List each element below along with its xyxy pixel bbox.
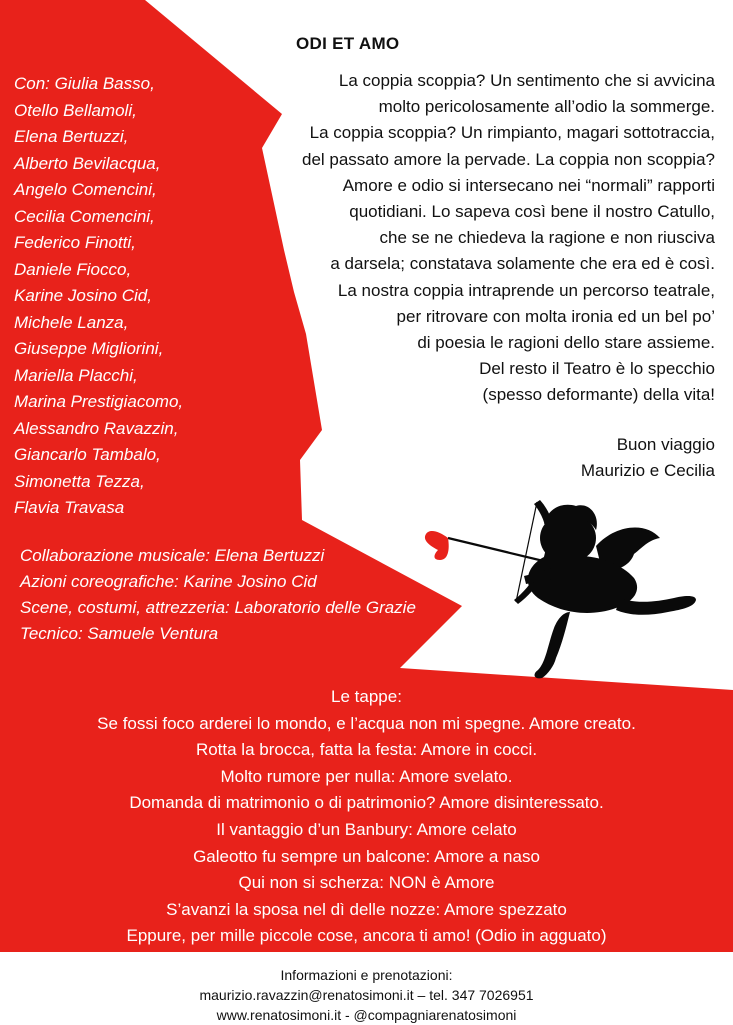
intro-line: La coppia scoppia? Un rimpianto, magari sottotraccia, [309, 123, 715, 143]
cast-line: Marina Prestigiacomo, [14, 392, 184, 411]
stage-item: Rotta la brocca, fatta la festa: Amore in cocci. [195, 740, 538, 760]
page-title: ODI ET AMO [296, 34, 400, 53]
cast-line: Federico Finotti, [14, 233, 136, 252]
intro-line: La coppia scoppia? Un sentimento che si avvicina [338, 71, 715, 90]
cast-line: Elena Bertuzzi, [14, 127, 129, 146]
credit-line: Tecnico: Samuele Ventura [20, 624, 219, 643]
credits-list [20, 543, 416, 647]
intro-line: (spesso deformante) della vita! [482, 385, 715, 405]
cast-line: Cecilia Comencini, [14, 206, 155, 226]
intro-paragraph [255, 68, 715, 409]
cast-line: Mariella Placchi, [14, 365, 138, 385]
stage-item: Molto rumore per nulla: Amore svelato. [220, 766, 513, 786]
intro-line: Del resto il Teatro è lo specchio [479, 359, 715, 379]
credit-line: Azioni coreografiche: Karine Josino Cid [20, 572, 317, 591]
cast-line: Alessandro Ravazzin, [14, 418, 179, 438]
stage-item: Se fossi foco arderei lo mondo, e l’acqua non mi spegne. Amore creato. [97, 713, 636, 733]
cast-line: Alberto Bevilacqua, [14, 153, 161, 173]
intro-line: del passato amore la pervade. La coppia non scoppia? [301, 149, 715, 169]
footer-heading: Informazioni e prenotazioni: [280, 967, 453, 983]
stage-item: Il vantaggio d’un Banbury: Amore celato [216, 819, 517, 839]
cupid-leg [535, 612, 570, 678]
stages-heading: Le tappe: [331, 687, 402, 706]
contact-footer [0, 965, 733, 1025]
heart-arrowhead-icon [425, 531, 449, 560]
credit-line: Collaborazione musicale: Elena Bertuzzi [20, 546, 325, 565]
cast-line: Flavia Travasa [14, 498, 125, 517]
intro-line: quotidiani. Lo sapeva così bene il nostro Catullo, [349, 202, 715, 222]
credit-line: Scene, costumi, attrezzeria: Laboratorio delle Grazie [20, 598, 416, 617]
intro-line: di poesia le ragioni dello stare assieme. [417, 333, 715, 353]
cast-line: Giancarlo Tambalo, [14, 445, 161, 464]
signature-names: Maurizio e Cecilia [580, 461, 715, 480]
intro-line: molto pericolosamente all’odio la sommerge. [378, 97, 715, 117]
stage-item: Eppure, per mille piccole cose, ancora ti amo! (Odio in agguato) [126, 926, 607, 946]
intro-line: Amore e odio si intersecano nei “normali” rapporti [342, 175, 715, 195]
intro-line: a darsela; constatava solamente che era ed è così. [330, 254, 715, 274]
cast-line: Otello Bellamoli, [14, 100, 137, 120]
intro-line: che se ne chiedeva la ragione e non riusciva [379, 228, 715, 248]
cast-line: Karine Josino Cid, [14, 286, 152, 305]
cast-line: Michele Lanza, [14, 312, 129, 332]
cast-line: Con: Giulia Basso, [14, 74, 155, 93]
cast-line: Giuseppe Migliorini, [14, 339, 164, 358]
stage-item: Qui non si scherza: NON è Amore [238, 873, 495, 893]
footer-web-social: www.renatosimoni.it - @compagniarenatosimoni [216, 1007, 517, 1023]
stage-item: S’avanzi la sposa nel dì delle nozze: Amore spezzato [166, 899, 567, 919]
cupid-silhouette-icon [420, 494, 702, 686]
signature-greeting: Buon viaggio [616, 435, 715, 454]
intro-line: per ritrovare con molta ironia ed un bel po’ [396, 306, 715, 326]
cast-line: Angelo Comencini, [14, 180, 157, 199]
stage-item: Galeotto fu sempre un balcone: Amore a naso [193, 846, 540, 866]
footer-email-phone: maurizio.ravazzin@renatosimoni.it – tel. 347 7026951 [199, 987, 534, 1003]
stage-item: Domanda di matrimonio o di patrimonio? Amore disinteressato. [129, 793, 604, 813]
intro-line: La nostra coppia intraprende un percorso teatrale, [337, 280, 715, 300]
signature [581, 432, 715, 484]
cast-line: Simonetta Tezza, [14, 471, 145, 491]
stages-list [20, 684, 713, 950]
cast-line: Daniele Fiocco, [14, 259, 132, 279]
